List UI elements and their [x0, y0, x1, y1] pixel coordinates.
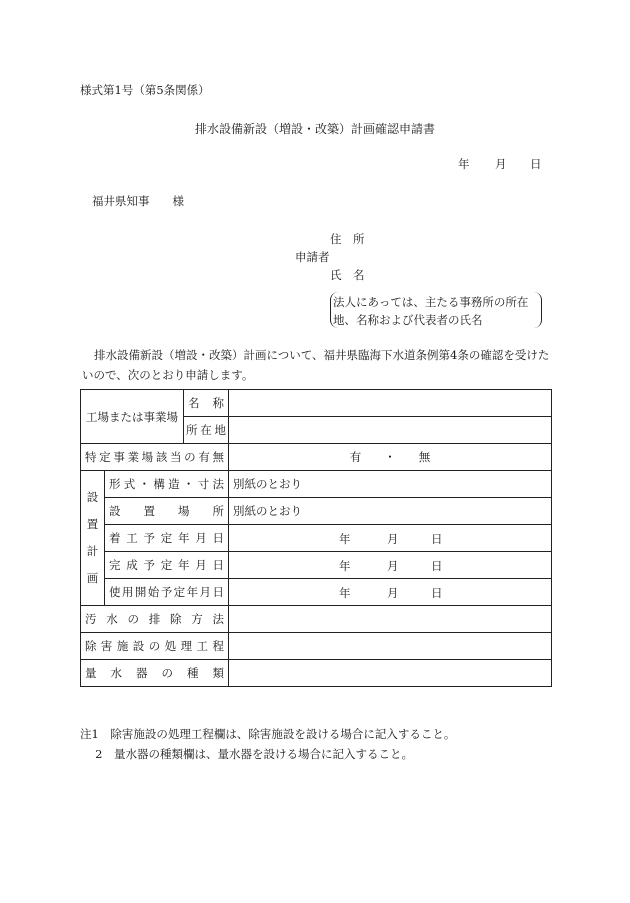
specific-business-field[interactable]: 有 ・ 無: [229, 444, 552, 471]
plan-char: 置: [86, 517, 99, 531]
table-row: [81, 660, 552, 687]
treatment-process-label: 除害施設の処理工程: [81, 633, 229, 660]
use-start-date-label: 使用開始予定年月日: [105, 579, 229, 606]
note-1: 注1 除害施設の処理工程欄は、除害施設を設ける場合に記入すること。: [80, 727, 456, 741]
start-date-label: 着工予定年月日: [105, 525, 229, 552]
application-table: [80, 389, 552, 687]
applicant-label: 申請者: [295, 250, 330, 264]
specific-business-label: 特定事業場該当の有無: [81, 444, 229, 471]
treatment-process-field[interactable]: [229, 633, 552, 660]
start-date-field[interactable]: [229, 525, 552, 552]
ymd-day: 日: [431, 586, 443, 600]
date-year-label: 年: [458, 157, 470, 171]
drain-method-label: 汚水の排除方法: [81, 606, 229, 633]
table-row: [81, 471, 552, 498]
document-title: 排水設備新設（増設・改築）計画確認申請書: [194, 122, 435, 136]
intro-text: 排水設備新設（増設・改築）計画について、福井県臨海下水道条例第4条の確認を受けたいので、次のとおり申請します。: [82, 348, 550, 382]
date-month-label: 月: [495, 157, 507, 171]
ymd-year: 年: [339, 559, 351, 573]
ymd-day: 日: [431, 559, 443, 573]
meter-type-field[interactable]: [229, 660, 552, 687]
ymd-month: 月: [387, 559, 399, 573]
table-row: [81, 633, 552, 660]
factory-location-label: 所在地: [184, 417, 229, 444]
intro-paragraph: [82, 345, 552, 385]
plan-char: 画: [86, 571, 99, 585]
date-day-label: 日: [530, 157, 542, 171]
drain-method-field[interactable]: [229, 606, 552, 633]
use-start-date-field[interactable]: [229, 579, 552, 606]
corporate-note-line2: 地、名称および代表者の氏名: [333, 313, 483, 327]
address-label: 住 所: [330, 232, 365, 246]
table-row: [81, 390, 552, 417]
table-row: [81, 444, 552, 471]
ymd-month: 月: [387, 532, 399, 546]
factory-location-field[interactable]: [229, 417, 552, 444]
factory-label: 工場または事業場: [81, 390, 184, 444]
notes: [80, 724, 455, 764]
spec-label: 形式・構造・寸法: [105, 471, 229, 498]
meter-type-label: 量水器の種類: [81, 660, 229, 687]
table-row: [81, 498, 552, 525]
table-row: [81, 552, 552, 579]
form-number: 様式第1号（第5条関係）: [80, 83, 210, 97]
ymd-year: 年: [339, 586, 351, 600]
table-row: [81, 606, 552, 633]
factory-name-label: 名 称: [184, 390, 229, 417]
spec-field[interactable]: 別紙のとおり: [229, 471, 552, 498]
completion-date-field[interactable]: [229, 552, 552, 579]
note-2: 2 量水器の種類欄は、量水器を設ける場合に記入すること。: [80, 747, 413, 761]
plan-char: 計: [86, 544, 99, 558]
place-label: 設置場所: [105, 498, 229, 525]
plan-char: 設: [86, 490, 99, 504]
ymd-year: 年: [339, 532, 351, 546]
table-row: [81, 579, 552, 606]
name-label: 氏 名: [330, 268, 365, 282]
ymd-day: 日: [431, 532, 443, 546]
table-row: [81, 525, 552, 552]
corporate-note-line1: 法人にあっては、主たる事務所の所在: [333, 295, 529, 309]
place-field[interactable]: 別紙のとおり: [229, 498, 552, 525]
installation-plan-label: [81, 471, 105, 606]
factory-name-field[interactable]: [229, 390, 552, 417]
completion-date-label: 完成予定年月日: [105, 552, 229, 579]
addressee: 福井県知事 様: [92, 194, 184, 208]
ymd-month: 月: [387, 586, 399, 600]
